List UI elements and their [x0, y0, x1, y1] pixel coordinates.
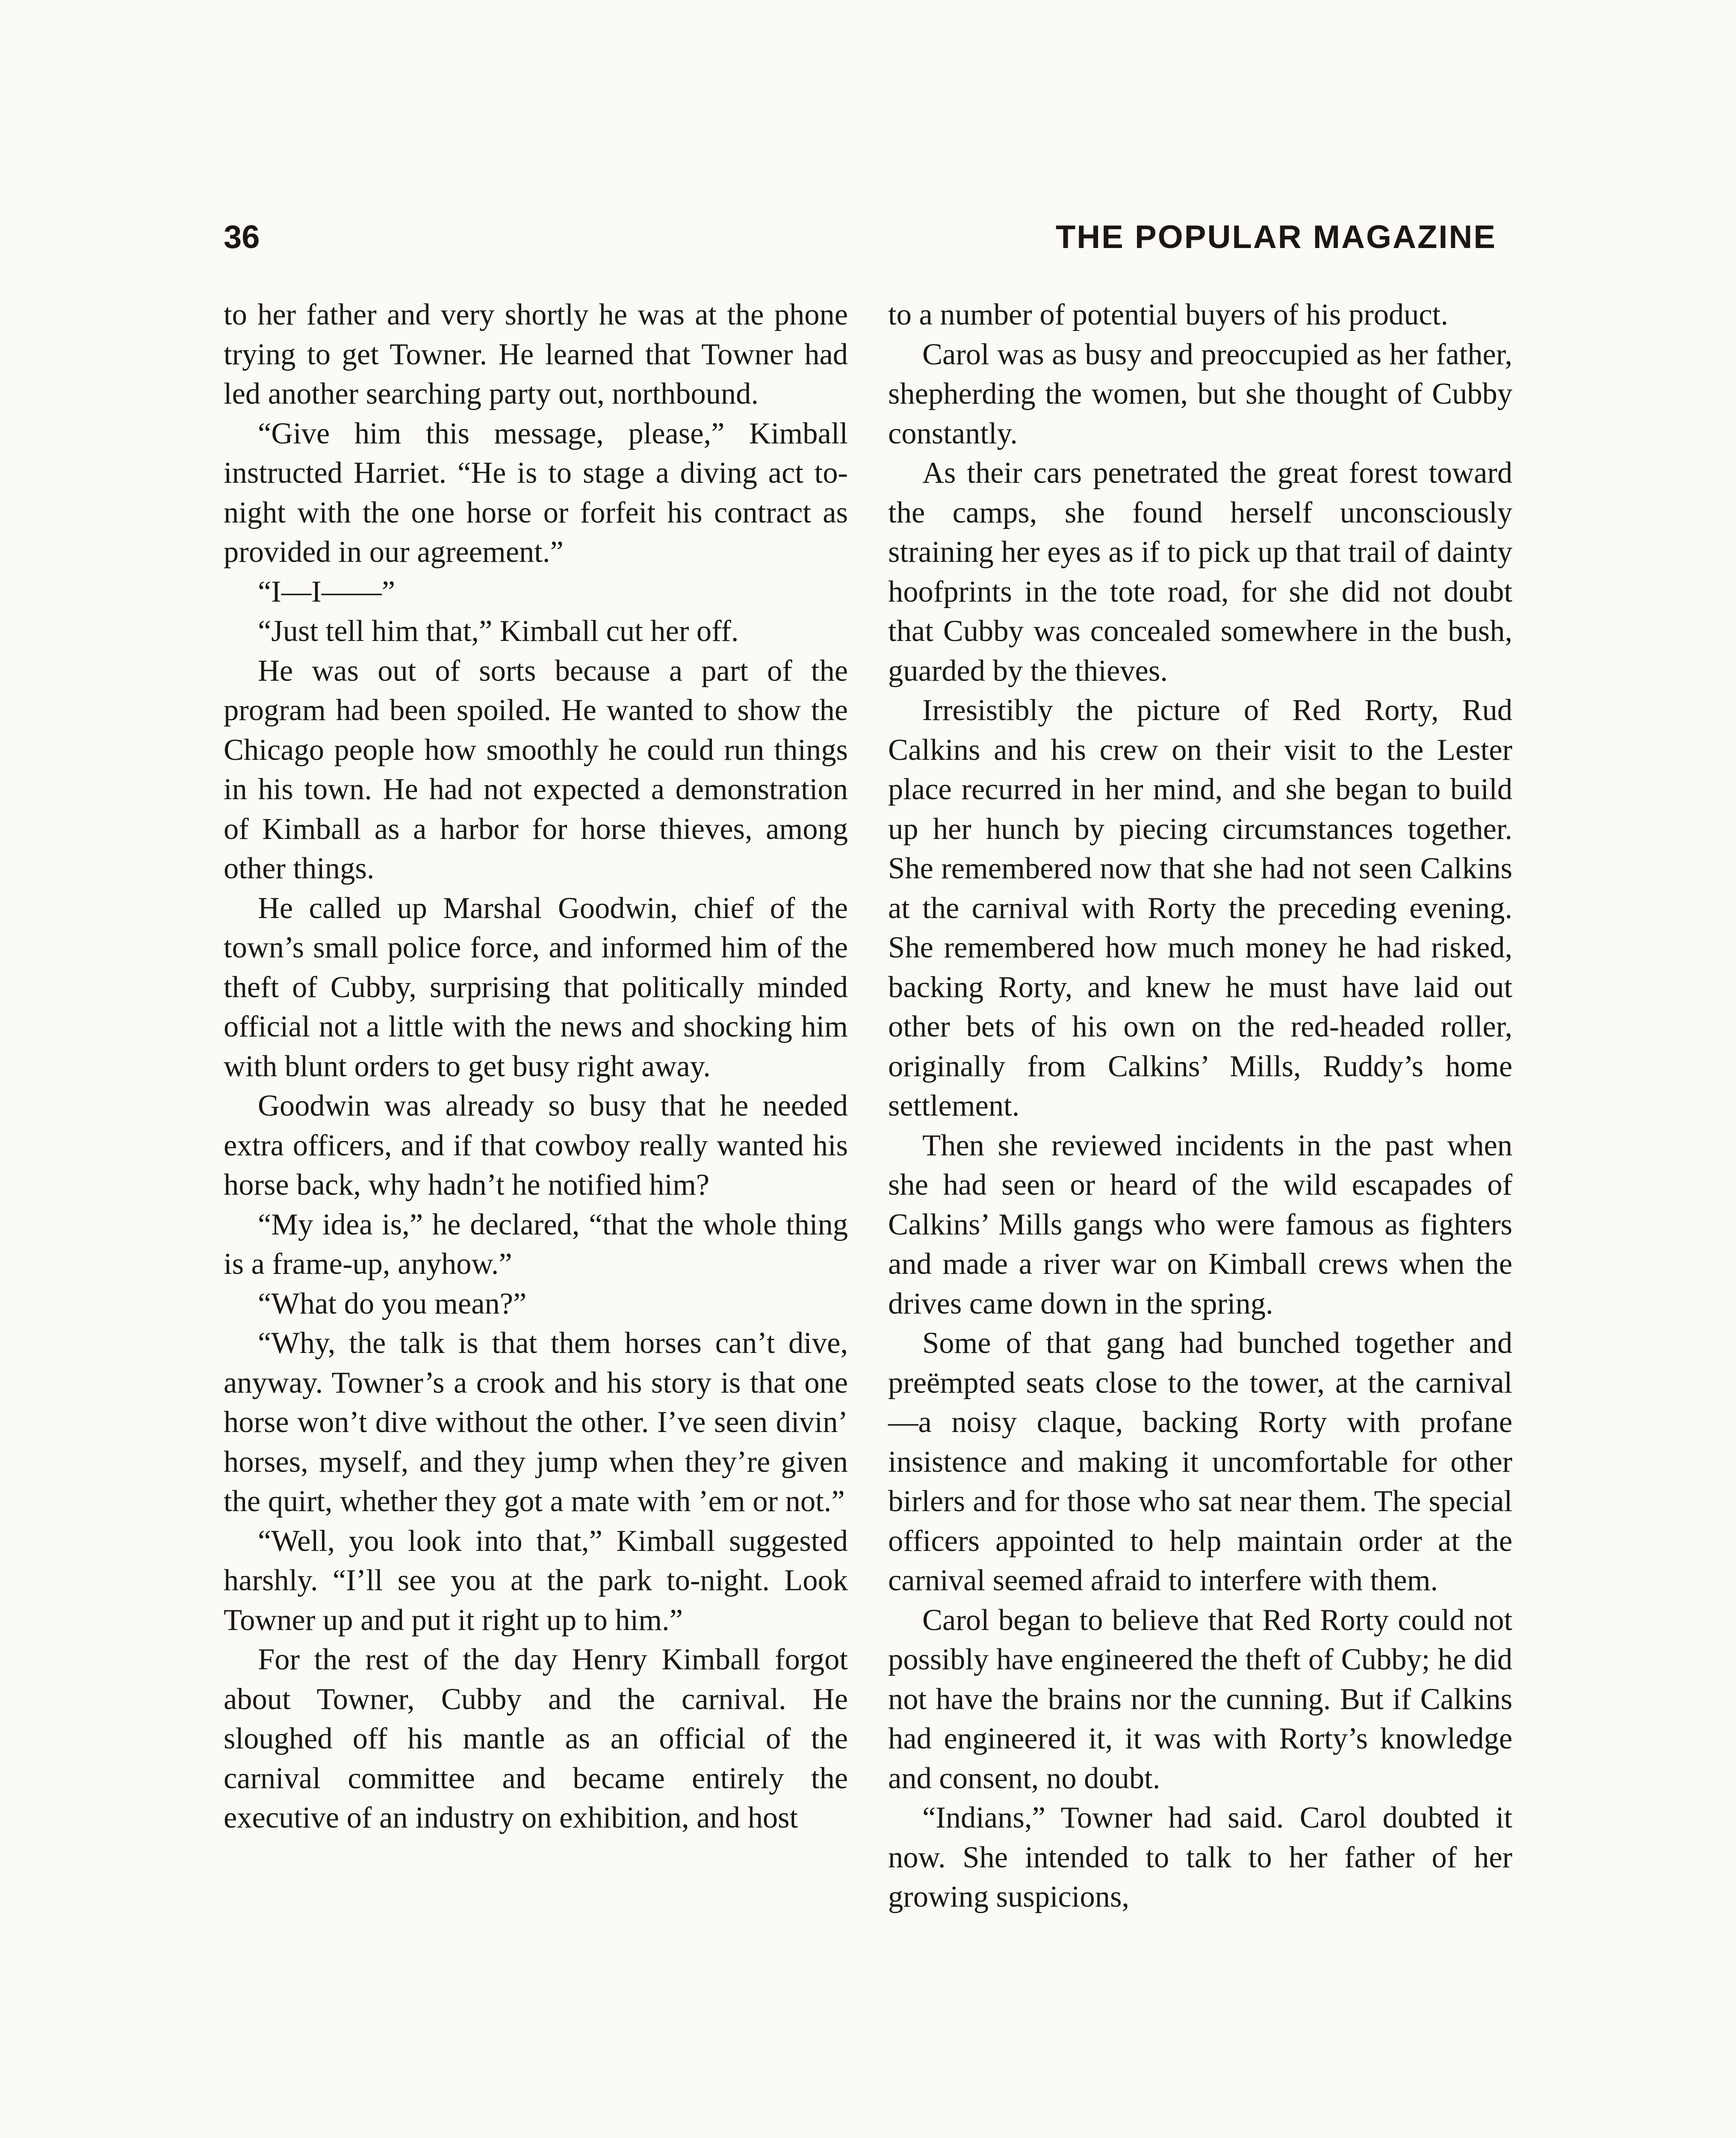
paragraph: to a number of potential buyers of his product. [888, 298, 1448, 331]
paragraph: “Indians,” Towner had said. Carol doubted it now. She intended to talk to her father of her growing suspicions, [888, 1801, 1512, 1914]
paragraph: He was out of sorts because a part of the program had been spoiled. He wanted to show the Chicago people how smoothly he could run things in his town. He had not expected a demonstration of Kimball as a harbor for horse thieves, among other things. [224, 654, 848, 885]
paragraph: Irresistibly the picture of Red Rorty, Rud Calkins and his crew on their visit to the Lester place recurred in her mind, and she began to build up her hunch by piecing circumstances together. She remembered now that she had not seen Calkins at the carnival with Rorty the preceding evening. She remembered how much money he had risked, backing Rorty, and knew he must have laid out other bets of his own on the red-headed roller, originally from Calkins’ Mills, Ruddy’s home settlement. [888, 694, 1512, 1122]
paragraph: Then she reviewed incidents in the past when she had seen or heard of the wild escapades of Calkins’ Mills gangs who were famous as fighters and made a river war on Kimball crews when the drives came down in the spring. [888, 1128, 1512, 1320]
paragraph: As their cars penetrated the great forest toward the camps, she found herself unconsciously straining her eyes as if to pick up that trail of dainty hoofprints in the tote road, for she did not doubt that Cubby was concealed somewhere in the bush, guarded by the thieves. [888, 456, 1512, 688]
paragraph: “I—I——” [258, 575, 396, 608]
paragraph: “What do you mean?” [258, 1287, 527, 1320]
paragraph: Carol began to believe that Red Rorty could not possibly have engineered the theft of Cubby; he did not have the brains nor the cunning. But if Calkins had engineered it, it was with Rorty’s knowledge and consent, no doubt. [888, 1603, 1512, 1795]
paragraph: “Why, the talk is that them horses can’t dive, anyway. Towner’s a crook and his story is that one horse won’t dive without the other. I’ve seen divin’ horses, myself, and they jump when they’re given the quirt, whether they got a mate with ’em or not.” [224, 1326, 848, 1518]
right-text-column [888, 295, 1512, 1917]
paragraph: He called up Marshal Goodwin, chief of the town’s small police force, and informed him of the theft of Cubby, surprising that politically minded official not a little with the news and shocking him with blunt orders to get busy right away. [224, 891, 848, 1083]
paragraph: “Give him this message, please,” Kimball instructed Harriet. “He is to stage a diving act to-night with the one horse or forfeit his contract as provided in our agreement.” [224, 416, 848, 569]
magazine-title: THE POPULAR MAGAZINE [1055, 219, 1497, 255]
page-number: 36 [224, 219, 260, 255]
left-text-column [224, 295, 848, 1838]
paragraph: “Well, you look into that,” Kimball suggested harshly. “I’ll see you at the park to-night. Look Towner up and put it right up to him.” [224, 1524, 848, 1637]
paragraph: to her father and very shortly he was at the phone trying to get Towner. He learned that Towner had led another searching party out, northbound. [224, 298, 848, 410]
paragraph: Goodwin was already so busy that he needed extra officers, and if that cowboy really wanted his horse back, why hadn’t he notified him? [224, 1089, 848, 1202]
paragraph: “Just tell him that,” Kimball cut her off. [258, 614, 739, 648]
page-header [224, 214, 1497, 261]
paragraph: “My idea is,” he declared, “that the whole thing is a frame-up, anyhow.” [224, 1208, 848, 1281]
paragraph: For the rest of the day Henry Kimball forgot about Towner, Cubby and the carnival. He sloughed off his mantle as an official of the carnival committee and became entirely the executive of an industry on exhibition, and host [224, 1643, 848, 1834]
paragraph: Some of that gang had bunched together and preëmpted seats close to the tower, at the carnival—a noisy claque, backing Rorty with profane insistence and making it uncomfortable for other birlers and for those who sat near them. The special officers appointed to help maintain order at the carnival seemed afraid to interfere with them. [888, 1326, 1512, 1597]
paragraph: Carol was as busy and preoccupied as her father, shepherding the women, but she thought of Cubby constantly. [888, 337, 1512, 450]
